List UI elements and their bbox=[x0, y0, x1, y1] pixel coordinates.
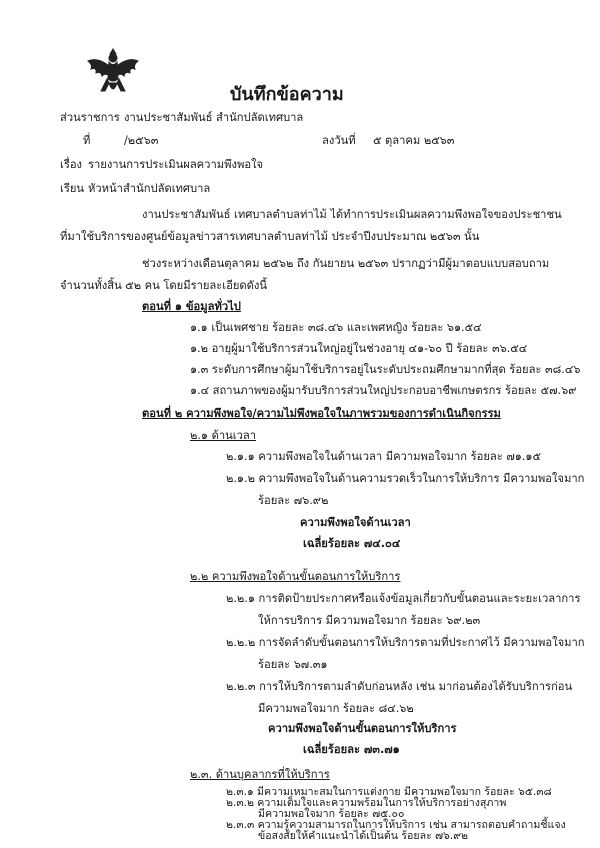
intro-line-4: จำนวนทั้งสิ้น ๕๒ คน โดยมีรายละเอียดดังนี้ bbox=[60, 279, 268, 292]
item-2-3-3-line-2: ข้อสงสัยให้คำแนะนำได้เป็นต้น ร้อยละ ๗๖.๙๒ bbox=[258, 830, 468, 842]
item-2-1-1: ๒.๑.๑ ความพึงพอใจในด้านเวลา มีความพอใจมาก ร้อยละ ๗๑.๑๕ bbox=[226, 450, 541, 463]
part1-heading: ตอนที่ ๑ ข้อมูลทั่วไป bbox=[142, 300, 241, 313]
ref-value: /๒๕๖๓ bbox=[124, 134, 159, 147]
part2-heading: ตอนที่ ๒ ความพึงพอใจ/ความไม่พึงพอใจในภาพรวมของการดำเนินกิจกรรม bbox=[142, 407, 501, 420]
item-2-2-3-line-1: ๒.๒.๓ การให้บริการตามลำดับก่อนหลัง เช่น มาก่อนต้องได้รับบริการก่อน bbox=[226, 680, 573, 693]
item-2-2-1-line-1: ๒.๒.๑ การติดป้ายประกาศหรือแจ้งข้อมูลเกี่ยวกับขั้นตอนและระยะเวลาการ bbox=[226, 592, 581, 605]
intro-line-2: ที่มาใช้บริการของศูนย์ข้อมูลข่าวสารเทศบาลตำบลท่าไม้ ประจำปีงบประมาณ ๒๕๖๓ นั้น bbox=[60, 230, 480, 243]
part1-item-3: ๑.๓ ระดับการศึกษาผู้มาใช้บริการอยู่ในระดับประถมศึกษามากที่สุด ร้อยละ ๓๘.๔๖ bbox=[190, 363, 581, 376]
section-2-2-summary-title: ความพึงพอใจด้านขั้นตอนการให้บริการ bbox=[268, 722, 457, 735]
part1-item-1: ๑.๑ เป็นเพศชาย ร้อยละ ๓๘.๔๖ และเพศหญิง ร้อยละ ๖๑.๕๔ bbox=[190, 321, 482, 334]
subject-value: รายงานการประเมินผลความพึงพอใจ bbox=[88, 158, 264, 171]
date-label: ลงวันที่ bbox=[322, 134, 356, 147]
agency-value: งานประชาสัมพันธ์ สำนักปลัดเทศบาล bbox=[124, 111, 304, 124]
section-2-2-summary-avg: เฉลี่ยร้อยละ ๗๓.๗๑ bbox=[303, 743, 400, 756]
memo-title: บันทึกข้อความ bbox=[230, 84, 344, 105]
item-2-2-3-line-2: มีความพอใจมาก ร้อยละ ๘๔.๖๒ bbox=[258, 702, 414, 715]
section-2-1-heading: ๒.๑ ด้านเวลา bbox=[190, 429, 257, 442]
part1-item-4: ๑.๔ สถานภาพของผู้มารับบริการส่วนใหญ่ประกอบอาชีพเกษตรกร ร้อยละ ๕๗.๖๙ bbox=[190, 384, 577, 397]
section-2-2-heading: ๒.๒ ความพึงพอใจด้านขั้นตอนการให้บริการ bbox=[190, 570, 401, 583]
item-2-2-2-line-2: ร้อยละ ๖๗.๓๑ bbox=[258, 658, 328, 671]
to-label: เรียน bbox=[60, 182, 85, 195]
ref-label: ที่ bbox=[83, 134, 91, 147]
item-2-3-2-line-1: ๒.๓.๒ ความเต็มใจและความพร้อมในการให้บริการอย่างสุภาพ bbox=[226, 797, 507, 809]
date-value: ๕ ตุลาคม ๒๕๖๓ bbox=[373, 134, 455, 147]
section-2-1-summary-title: ความพึงพอใจด้านเวลา bbox=[300, 516, 411, 529]
to-value: หัวหน้าสำนักปลัดเทศบาล bbox=[88, 182, 211, 195]
intro-line-3: ช่วงระหว่างเดือนตุลาคม ๒๕๖๒ ถึง กันยายน ๒๕๖๓ ปรากฏว่ามีผู้มาตอบแบบสอบถาม bbox=[142, 257, 550, 270]
section-2-1-summary-avg: เฉลี่ยร้อยละ ๗๔.๐๔ bbox=[303, 537, 401, 550]
garuda-emblem-icon bbox=[85, 45, 141, 99]
part1-item-2: ๑.๒ อายุผู้มาใช้บริการส่วนใหญ่อยู่ในช่วงอายุ ๔๑-๖๐ ปี ร้อยละ ๓๖.๕๔ bbox=[190, 342, 528, 355]
section-2-3-heading: ๒.๓. ด้านบุคลากรที่ให้บริการ bbox=[190, 768, 330, 781]
agency-label: ส่วนราชการ bbox=[60, 111, 120, 124]
item-2-3-2-line-2: มีความพอใจมาก ร้อยละ ๗๕.๐๐ bbox=[258, 808, 405, 820]
subject-label: เรื่อง bbox=[60, 158, 83, 171]
item-2-1-2-line-1: ๒.๑.๒ ความพึงพอใจในด้านความรวดเร็วในการให้บริการ มีความพอใจมาก bbox=[226, 472, 585, 485]
item-2-1-2-line-2: ร้อยละ ๗๖.๙๒ bbox=[258, 494, 329, 507]
intro-line-1: งานประชาสัมพันธ์ เทศบาลตำบลท่าไม้ ได้ทำการประเมินผลความพึงพอใจของประชาชน bbox=[142, 208, 562, 221]
item-2-2-2-line-1: ๒.๒.๒ การจัดลำดับขั้นตอนการให้บริการตามที่ประกาศไว้ มีความพอใจมาก bbox=[226, 636, 585, 649]
item-2-3-1: ๒.๓.๑ มีความเหมาะสมในการแต่งกาย มีความพอใจมาก ร้อยละ ๖๕.๓๘ bbox=[226, 786, 552, 798]
item-2-2-1-line-2: ให้การบริการ มีความพอใจมาก ร้อยละ ๖๙.๒๓ bbox=[258, 614, 481, 627]
item-2-3-3-line-1: ๒.๓.๓ ความรู้ความสามารถในการให้บริการ เช่น สามารถตอบคำถามชี้แจง bbox=[226, 819, 566, 831]
